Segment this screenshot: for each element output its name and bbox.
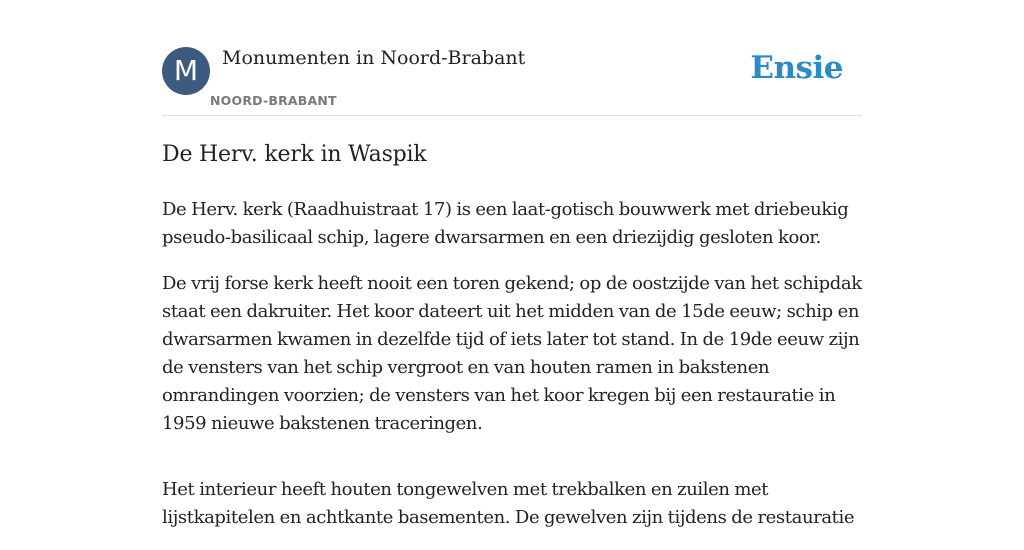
article-paragraph: Het interieur heeft houten tongewelven met trekbalken en zuilen met lijstkapitelen en achtkante basementen. De gewelven zijn tijdens de restauratie xyxy=(162,479,855,528)
category-link[interactable]: NOORD-BRABANT xyxy=(210,93,337,108)
source-header xyxy=(162,46,862,116)
article-paragraph: De vrij forse kerk heeft nooit een toren gekend; op de oostzijde van het schipdak staat een dakruiter. Het koor dateert uit het midden van de 15de eeuw; schip en dwarsarmen kwamen in dezelfde tijd of iets later tot stand. In de 19de eeuw zijn de vensters van het schip vergroot en van houten ramen in bakstenen omrandingen voorzien; de vensters van het koor kregen bij een restauratie in 1959 nieuwe bakstenen traceringen. xyxy=(162,273,862,434)
article-title: De Herv. kerk in Waspik xyxy=(162,142,427,167)
article xyxy=(162,138,867,550)
source-avatar[interactable]: M xyxy=(162,47,210,95)
source-name-link[interactable]: Monumenten in Noord-Brabant xyxy=(222,47,526,69)
ensie-logo[interactable]: Ensie xyxy=(750,50,843,86)
article-paragraph: De Herv. kerk (Raadhuistraat 17) is een laat-gotisch bouwwerk met driebeukig pseudo-basilicaal schip, lagere dwarsarmen en een driezijdig gesloten koor. xyxy=(162,199,849,248)
